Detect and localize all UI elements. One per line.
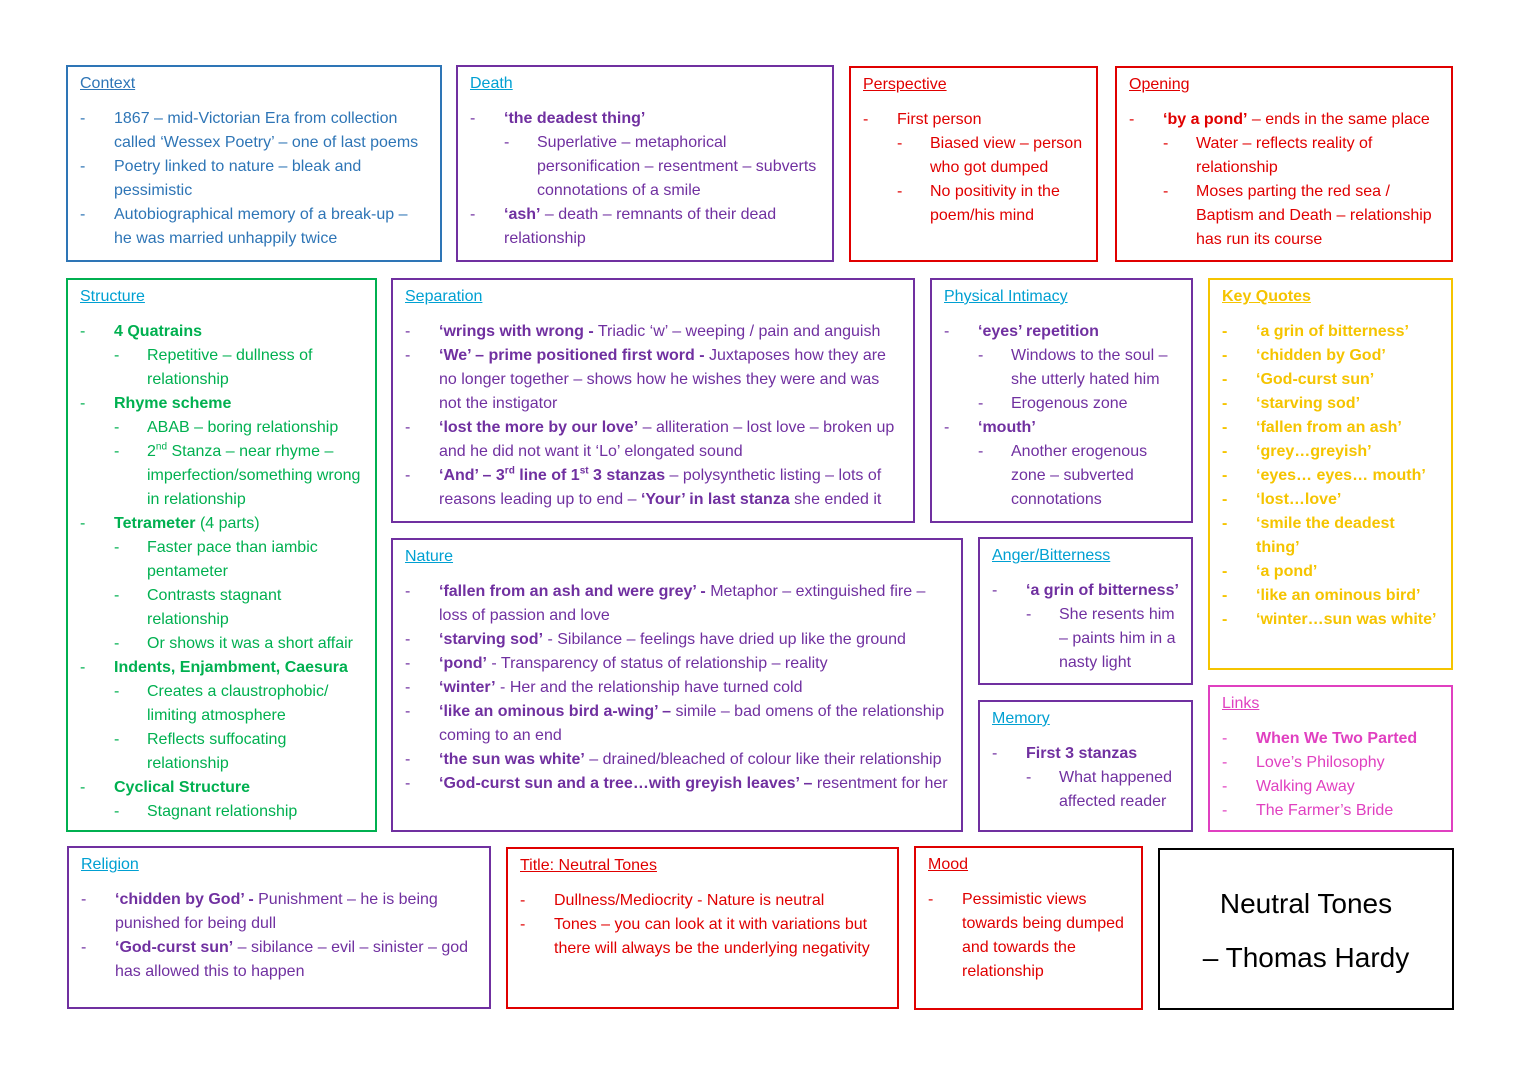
title-meaning-title: Title: Neutral Tones bbox=[520, 857, 657, 874]
quote: ‘And’ – 3rd line of 1st 3 stanzas bbox=[439, 465, 666, 484]
note: First person bbox=[897, 111, 982, 128]
note: 2 bbox=[147, 443, 156, 460]
quote: ‘the sun was white’ bbox=[439, 751, 585, 768]
list-item bbox=[1222, 727, 1439, 751]
note: - Transparency of status of relationship – reality bbox=[486, 655, 828, 672]
perspective-box bbox=[849, 66, 1098, 262]
list-item: - 1867 – mid-Victorian Era from collection called ‘Wessex Poetry’ – one of last poems bbox=[80, 107, 428, 155]
context-box bbox=[66, 65, 442, 262]
religion-list bbox=[81, 888, 477, 984]
list-item: - No positivity in the poem/his mind bbox=[897, 180, 1084, 228]
list-item bbox=[80, 512, 363, 656]
structure-list bbox=[80, 320, 363, 824]
context-list bbox=[80, 107, 428, 251]
key-quotes-title: Key Quotes bbox=[1222, 288, 1311, 305]
list-item: - Biased view – person who got dumped bbox=[897, 132, 1084, 180]
nature-title: Nature bbox=[405, 548, 454, 565]
quote: ‘like an ominous bird a-wing’ – bbox=[439, 703, 672, 720]
poem-title: Neutral Tones bbox=[1219, 888, 1393, 919]
list-item bbox=[405, 676, 949, 700]
list-item: - ‘starving sod’ bbox=[1222, 392, 1439, 416]
note: simile – bad omens of the relationship coming to an end bbox=[439, 703, 945, 744]
context-title: Context bbox=[80, 75, 136, 92]
quote: ‘mouth’ bbox=[978, 419, 1036, 436]
list-item bbox=[80, 320, 363, 392]
list-item: - Repetitive – dullness of relationship bbox=[114, 344, 363, 392]
quote: ‘winter’ bbox=[439, 679, 496, 696]
list-item: - ‘chidden by God’ bbox=[1222, 344, 1439, 368]
list-item: - ‘grey…greyish’ bbox=[1222, 440, 1439, 464]
list-item: - ‘like an ominous bird’ bbox=[1222, 584, 1439, 608]
note: Punishment – he is being punished for being dull bbox=[115, 891, 438, 932]
list-item: - Autobiographical memory of a break-up – he was married unhappily twice bbox=[80, 203, 428, 251]
list-item bbox=[405, 652, 949, 676]
memory-box bbox=[978, 700, 1193, 832]
perspective-list bbox=[863, 108, 1084, 228]
list-item: - She resents him – paints him in a nasty light bbox=[1026, 603, 1179, 675]
physical-intimacy-box bbox=[930, 278, 1193, 523]
nature-list bbox=[405, 580, 949, 796]
links-box bbox=[1208, 685, 1453, 832]
list-item bbox=[80, 776, 363, 824]
list-item bbox=[405, 628, 949, 652]
quote: ‘chidden by God’ - bbox=[115, 891, 254, 908]
list-item bbox=[405, 748, 949, 772]
opening-list bbox=[1129, 108, 1439, 252]
quote: ‘a grin of bitterness’ bbox=[1026, 582, 1179, 599]
list-item: - Walking Away bbox=[1222, 775, 1439, 799]
tone-list bbox=[520, 889, 885, 961]
quote: ‘lost the more by our love’ bbox=[439, 419, 639, 436]
separation-box bbox=[391, 278, 915, 523]
list-item: - ‘smile the deadest thing’ bbox=[1222, 512, 1439, 560]
list-item bbox=[80, 392, 363, 512]
death-box bbox=[456, 65, 834, 262]
heading: Indents, Enjambment, Caesura bbox=[114, 659, 348, 676]
heading: Rhyme scheme bbox=[114, 395, 232, 412]
list-item: - Windows to the soul – she utterly hated him bbox=[978, 344, 1179, 392]
quote: ‘the deadest thing’ bbox=[504, 110, 646, 127]
list-item bbox=[81, 936, 477, 984]
physical-list bbox=[944, 320, 1179, 512]
list-item bbox=[1129, 108, 1439, 252]
mood-box bbox=[914, 846, 1143, 1010]
list-item bbox=[470, 107, 820, 203]
list-item: - What happened affected reader bbox=[1026, 766, 1179, 814]
mood-title: Mood bbox=[928, 856, 969, 873]
list-item: - Water – reflects reality of relationship bbox=[1163, 132, 1439, 180]
quote: ‘wrings with wrong - bbox=[439, 323, 594, 340]
quote: ‘pond’ bbox=[439, 655, 487, 672]
quote: ‘Your’ in last stanza bbox=[640, 491, 790, 508]
key-quotes-list bbox=[1222, 320, 1439, 632]
quote: ‘fallen from an ash and were grey’ - bbox=[439, 583, 706, 600]
note: – polysynthetic listing – lots of reasons leading up to end – bbox=[439, 467, 882, 508]
quote: ‘eyes’ repetition bbox=[978, 323, 1099, 340]
list-item bbox=[405, 464, 901, 512]
heading: Cyclical Structure bbox=[114, 779, 251, 796]
list-item: - Tones – you can look at it with variations but there will always be the underlying negativity bbox=[520, 913, 885, 961]
links-title: Links bbox=[1222, 695, 1260, 712]
title-meaning-box bbox=[506, 847, 899, 1009]
list-item bbox=[992, 579, 1179, 675]
note: Stanza – near rhyme – imperfection/something wrong in relationship bbox=[147, 443, 361, 508]
list-item: - ‘a grin of bitterness’ bbox=[1222, 320, 1439, 344]
key-quotes-box bbox=[1208, 278, 1453, 670]
anger-list bbox=[992, 579, 1179, 675]
list-item: - Faster pace than iambic pentameter bbox=[114, 536, 363, 584]
list-item: - ABAB – boring relationship bbox=[114, 416, 363, 440]
structure-box bbox=[66, 278, 377, 832]
list-item: - Contrasts stagnant relationship bbox=[114, 584, 363, 632]
list-item bbox=[992, 742, 1179, 814]
separation-title: Separation bbox=[405, 288, 483, 305]
list-item: - ‘fallen from an ash’ bbox=[1222, 416, 1439, 440]
opening-title: Opening bbox=[1129, 76, 1190, 93]
structure-title: Structure bbox=[80, 288, 145, 305]
list-item: - Moses parting the red sea / Baptism and Death – relationship has run its course bbox=[1163, 180, 1439, 252]
anger-bitterness-box bbox=[978, 537, 1193, 685]
note: – drained/bleached of colour like their relationship bbox=[584, 751, 942, 768]
perspective-title: Perspective bbox=[863, 76, 947, 93]
list-item: - The Farmer’s Bride bbox=[1222, 799, 1439, 823]
anger-title: Anger/Bitterness bbox=[992, 547, 1111, 564]
memory-title: Memory bbox=[992, 710, 1050, 727]
list-item bbox=[81, 888, 477, 936]
note: Juxtaposes how they are no longer together – shows how he wishes they were and was not the instigator bbox=[439, 347, 886, 412]
poem-author: – Thomas Hardy bbox=[1202, 942, 1410, 973]
note: – alliteration – lost love – broken up and he did not want it ‘Lo’ elongated sound bbox=[439, 419, 895, 460]
quote: ‘God-curst sun and a tree…with greyish leaves’ – bbox=[439, 775, 813, 792]
list-item: - Reflects suffocating relationship bbox=[114, 728, 363, 776]
list-item bbox=[80, 656, 363, 776]
note: Triadic ‘w’ – weeping / pain and anguish bbox=[593, 323, 881, 340]
note: – ends in the same place bbox=[1247, 111, 1430, 128]
list-item bbox=[470, 203, 820, 251]
note: - Sibilance – feelings have dried up like the ground bbox=[543, 631, 906, 648]
list-item bbox=[114, 440, 363, 512]
quote: ‘starving sod’ bbox=[439, 631, 544, 648]
heading: 4 Quatrains bbox=[114, 323, 203, 340]
list-item: - Erogenous zone bbox=[978, 392, 1179, 416]
links-list bbox=[1222, 727, 1439, 823]
quote: ‘We’ – prime positioned first word - bbox=[439, 347, 705, 364]
list-item bbox=[944, 416, 1179, 512]
list-item bbox=[405, 416, 901, 464]
heading: First 3 stanzas bbox=[1026, 745, 1138, 762]
list-item: - Poetry linked to nature – bleak and pessimistic bbox=[80, 155, 428, 203]
list-item: - Or shows it was a short affair bbox=[114, 632, 363, 656]
list-item bbox=[405, 700, 949, 748]
separation-list bbox=[405, 320, 901, 512]
list-item: - Stagnant relationship bbox=[114, 800, 363, 824]
opening-box bbox=[1115, 66, 1453, 262]
list-item bbox=[405, 320, 901, 344]
heading: Tetrameter bbox=[114, 515, 196, 532]
list-item bbox=[405, 772, 949, 796]
list-item: - Superlative – metaphorical personification – resentment – subverts connotations of a smile bbox=[504, 131, 820, 203]
list-item: - ‘God-curst sun’ bbox=[1222, 368, 1439, 392]
list-item: - Creates a claustrophobic/ limiting atmosphere bbox=[114, 680, 363, 728]
death-list bbox=[470, 107, 820, 251]
poem-title-box bbox=[1158, 848, 1454, 1010]
religion-title: Religion bbox=[81, 856, 139, 873]
note: – death – remnants of their dead relationship bbox=[504, 206, 777, 247]
physical-intimacy-title: Physical Intimacy bbox=[944, 288, 1068, 305]
link-poem: When We Two Parted bbox=[1256, 730, 1418, 747]
nature-box bbox=[391, 538, 963, 832]
death-title: Death bbox=[470, 75, 513, 92]
quote: ‘ash’ bbox=[504, 206, 541, 223]
quote: ‘God-curst sun’ bbox=[115, 939, 234, 956]
memory-list bbox=[992, 742, 1179, 814]
note: she ended it bbox=[789, 491, 882, 508]
quote: ‘by a pond’ bbox=[1163, 111, 1248, 128]
list-item bbox=[405, 580, 949, 628]
note: Metaphor – extinguished fire – loss of passion and love bbox=[439, 583, 926, 624]
list-item bbox=[863, 108, 1084, 228]
list-item: - Love’s Philosophy bbox=[1222, 751, 1439, 775]
list-item: - ‘a pond’ bbox=[1222, 560, 1439, 584]
religion-box bbox=[67, 846, 491, 1009]
note: - Her and the relationship have turned cold bbox=[495, 679, 803, 696]
list-item: - Another erogenous zone – subverted connotations bbox=[978, 440, 1179, 512]
list-item bbox=[944, 320, 1179, 416]
superscript: nd bbox=[155, 441, 168, 453]
list-item: - Pessimistic views towards being dumped and towards the relationship bbox=[928, 888, 1129, 984]
list-item: - ‘lost…love’ bbox=[1222, 488, 1439, 512]
list-item bbox=[405, 344, 901, 416]
note: – sibilance – evil – sinister – god has allowed this to happen bbox=[115, 939, 469, 980]
mood-list bbox=[928, 888, 1129, 984]
list-item: - ‘winter…sun was white’ bbox=[1222, 608, 1439, 632]
note: (4 parts) bbox=[195, 515, 260, 532]
list-item: - ‘eyes… eyes… mouth’ bbox=[1222, 464, 1439, 488]
note: resentment for her bbox=[812, 775, 948, 792]
list-item: - Dullness/Mediocrity - Nature is neutral bbox=[520, 889, 885, 913]
